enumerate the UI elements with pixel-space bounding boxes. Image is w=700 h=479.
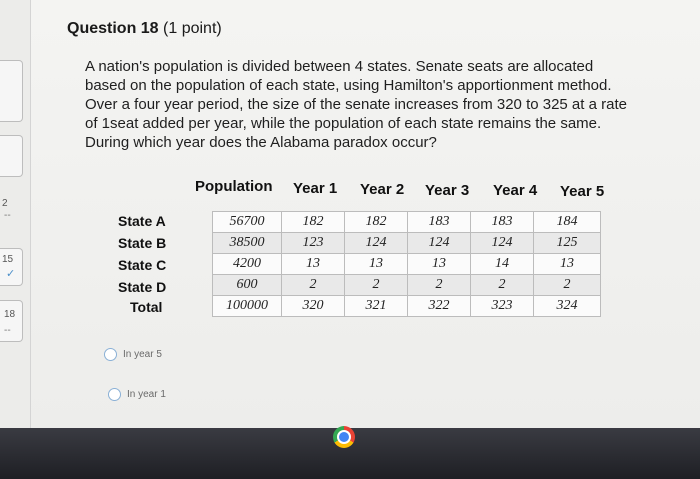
header-year-2: Year 2: [360, 181, 405, 198]
table-cell: 4200: [213, 254, 282, 275]
nav-number: 15: [2, 254, 14, 265]
option-label: In year 1: [127, 389, 166, 400]
table-cell: 13: [408, 254, 471, 275]
table-cell: 56700: [213, 212, 282, 233]
question-title: [67, 20, 222, 38]
option-label: In year 5: [123, 349, 162, 360]
chrome-icon[interactable]: [333, 426, 355, 448]
question-points: (1 point): [163, 20, 222, 37]
radio-button[interactable]: [108, 388, 121, 401]
row-label: Total: [130, 299, 163, 315]
nav-dash: --: [4, 210, 11, 221]
table-cell: 323: [471, 296, 534, 317]
table-cell: 124: [471, 233, 534, 254]
table-cell: 184: [534, 212, 601, 233]
radio-button[interactable]: [104, 348, 117, 361]
table-cell: 320: [282, 296, 345, 317]
table-row: [213, 254, 601, 275]
option-year-5[interactable]: [104, 348, 162, 361]
check-icon: ✓: [6, 268, 16, 280]
table-cell: 13: [345, 254, 408, 275]
table-cell: 182: [345, 212, 408, 233]
table-cell: 100000: [213, 296, 282, 317]
table-cell: 182: [282, 212, 345, 233]
header-year-1: Year 1: [293, 180, 338, 197]
table-cell: 13: [534, 254, 601, 275]
table-cell: 123: [282, 233, 345, 254]
row-label: State B: [118, 235, 167, 251]
table-cell: 600: [213, 275, 282, 296]
table-row: [213, 296, 601, 317]
table-cell: 183: [408, 212, 471, 233]
question-nav-rail: [0, 0, 31, 428]
table-cell: 2: [534, 275, 601, 296]
question-number: Question 18: [67, 20, 159, 37]
table-cell: 13: [282, 254, 345, 275]
table-row: [213, 275, 601, 296]
nav-dash: --: [4, 325, 11, 336]
header-year-5: Year 5: [560, 183, 605, 200]
table-cell: 124: [408, 233, 471, 254]
table-cell: 324: [534, 296, 601, 317]
header-year-4: Year 4: [493, 182, 538, 199]
row-label: State D: [118, 279, 167, 295]
nav-item-18[interactable]: [0, 300, 23, 342]
table-cell: 2: [282, 275, 345, 296]
apportionment-table: [212, 211, 601, 317]
table-cell: 14: [471, 254, 534, 275]
option-year-1[interactable]: [108, 388, 166, 401]
table-cell: 124: [345, 233, 408, 254]
table-cell: 183: [471, 212, 534, 233]
table-row: [213, 212, 601, 233]
question-text: A nation's population is divided between 4 states. Senate seats are allocated based on the population of each state, using Hamilton's apportionment method. Over a four year period, the size of the senate increases from 320 to 325 at a rate of 1seat added per year, while the population of each state remains the same. During which year does the Alabama paradox occur?: [85, 58, 627, 151]
nav-item-15[interactable]: [0, 248, 23, 286]
row-label: State A: [118, 213, 166, 229]
table-cell: 321: [345, 296, 408, 317]
table-cell: 2: [345, 275, 408, 296]
table-cell: 125: [534, 233, 601, 254]
table-cell: 322: [408, 296, 471, 317]
header-year-3: Year 3: [425, 182, 470, 199]
table-cell: 2: [408, 275, 471, 296]
nav-item[interactable]: [0, 135, 23, 177]
table-cell: 38500: [213, 233, 282, 254]
header-population: Population: [195, 178, 273, 195]
table-row: [213, 233, 601, 254]
nav-item-prev[interactable]: [0, 60, 23, 122]
table-cell: 2: [471, 275, 534, 296]
nav-number: 18: [4, 309, 16, 320]
nav-number[interactable]: 2: [2, 198, 8, 209]
row-label: State C: [118, 257, 167, 273]
